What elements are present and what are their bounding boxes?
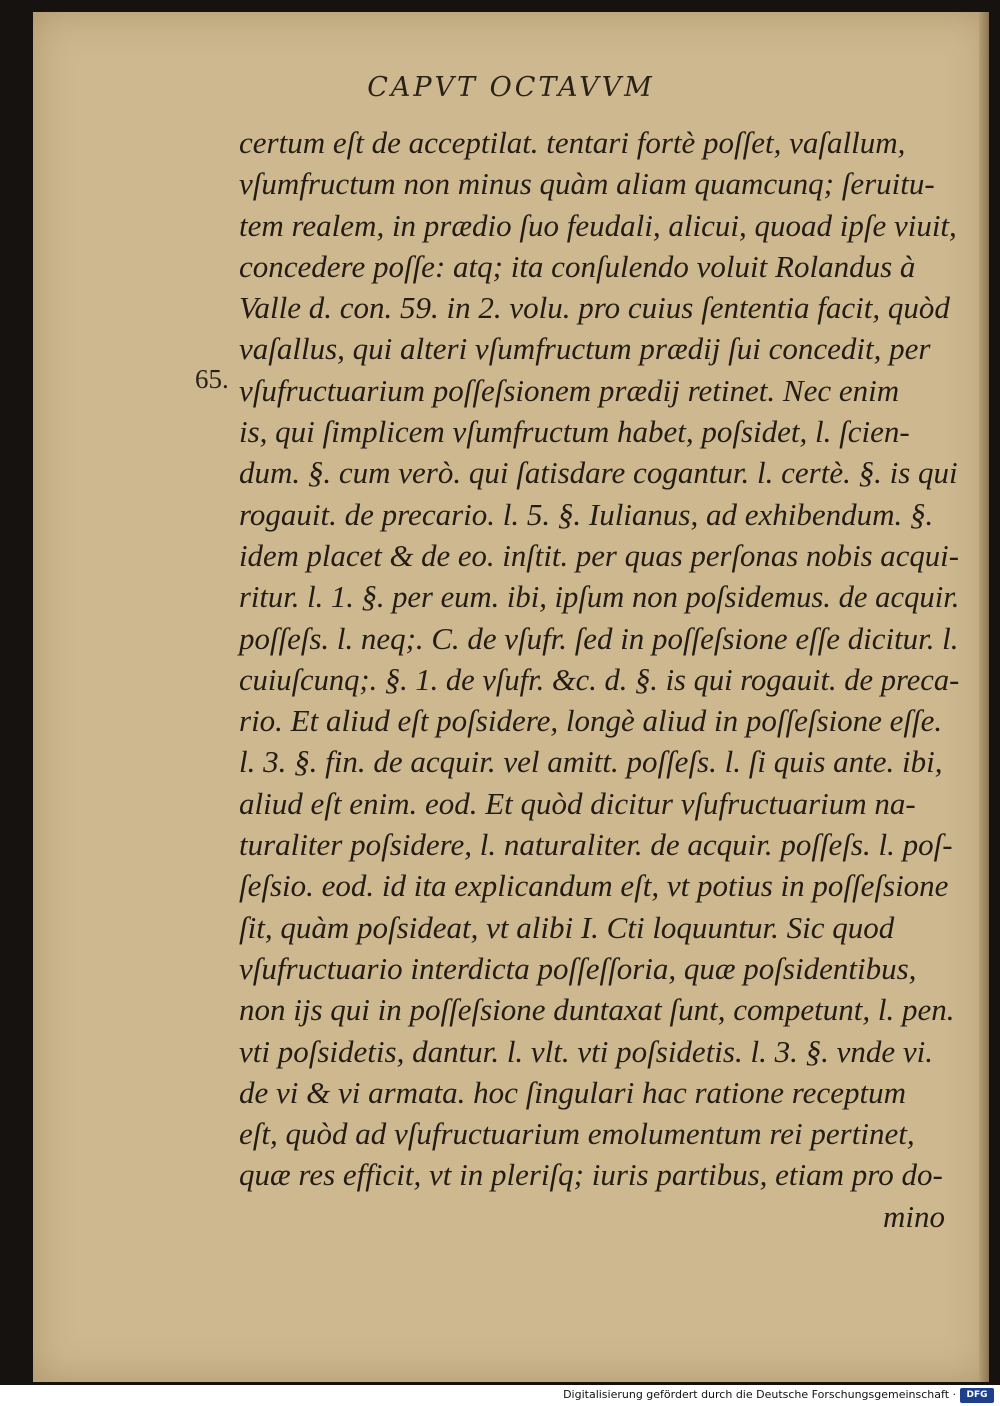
text-line: ſit, quàm poſsideat, vt alibi I. Cti loquuntur. Sic quod: [239, 909, 895, 945]
text-line: ritur. l. 1. §. per eum. ibi, ipſum non poſsidemus. de acquir.: [239, 579, 960, 615]
text-line: Valle d. con. 59. in 2. volu. pro cuius ſententia facit, quòd: [239, 290, 950, 326]
text-line: de vi & vi armata. hoc ſingulari hac ratione receptum: [239, 1074, 906, 1110]
text-line: turaliter poſsidere, l. naturaliter. de acquir. poſſeſs. l. poſ-: [239, 827, 953, 863]
text-line: eſt, quòd ad vſufructuarium emolumentum rei pertinet,: [239, 1116, 915, 1152]
text-line: certum eſt de acceptilat. tentari fortè poſſet, vaſallum,: [239, 125, 906, 160]
text-line: non ijs qui in poſſeſsione duntaxat ſunt, competunt, l. pen.: [239, 992, 955, 1028]
text-line: aliud eſt enim. eod. Et quòd dicitur vſufructuarium na-: [239, 785, 916, 821]
body-text: [239, 122, 959, 1237]
running-heading: CAPVT OCTAVVM: [367, 72, 655, 103]
text-line: vſumfructum non minus quàm aliam quamcunq; ſeruitu-: [239, 166, 935, 202]
text-line: rogauit. de precario. l. 5. §. Iulianus, ad exhibendum. §.: [239, 496, 934, 532]
text-line: l. 3. §. fin. de acquir. vel amitt. poſſeſs. l. ſi quis ante. ibi,: [239, 744, 943, 780]
text-line: cuiuſcunq;. §. 1. de vſufr. &c. d. §. is qui rogauit. de preca-: [239, 661, 960, 697]
footer-bar: [0, 1385, 1000, 1406]
text-line: vti poſsidetis, dantur. l. vlt. vti poſsidetis. l. 3. §. vnde vi.: [239, 1033, 933, 1069]
text-line: quæ res efficit, vt in pleriſq; iuris partibus, etiam pro do-: [239, 1157, 943, 1193]
text-line: tem realem, in prædio ſuo feudali, alicui, quoad ipſe viuit,: [239, 207, 957, 243]
text-line: idem placet & de eo. inſtit. per quas perſonas nobis acqui-: [239, 537, 959, 573]
text-line: poſſeſs. l. neq;. C. de vſufr. ſed in poſſeſsione eſſe dicitur. l.: [239, 620, 959, 656]
catchword: mino: [883, 1198, 945, 1234]
text-line: vaſallus, qui alteri vſumfructum prædij ſui concedit, per: [239, 331, 931, 367]
page-edge: [979, 12, 989, 1382]
text-line: ſeſsio. eod. id ita explicandum eſt, vt potius in poſſeſsione: [239, 868, 949, 904]
text-line: vſufructuario interdicta poſſeſſoria, quæ poſsidentibus,: [239, 950, 917, 986]
digitization-credit: Digitalisierung gefördert durch die Deutsche Forschungsgemeinschaft ·: [563, 1388, 956, 1401]
book-page: [33, 12, 989, 1382]
dfg-logo: DFG: [960, 1388, 994, 1403]
text-line: vſufructuarium poſſeſsionem prædij retinet. Nec enim: [239, 372, 900, 408]
margin-note-number: 65.: [195, 364, 229, 394]
text-line: is, qui ſimplicem vſumfructum habet, poſsidet, l. ſcien-: [239, 414, 910, 450]
text-line: rio. Et aliud eſt poſsidere, longè aliud in poſſeſsione eſſe.: [239, 703, 943, 739]
text-line: concedere poſſe: atq; ita conſulendo voluit Rolandus à: [239, 248, 916, 284]
text-line: dum. §. cum verò. qui ſatisdare cogantur. l. certè. §. is qui: [239, 455, 958, 491]
